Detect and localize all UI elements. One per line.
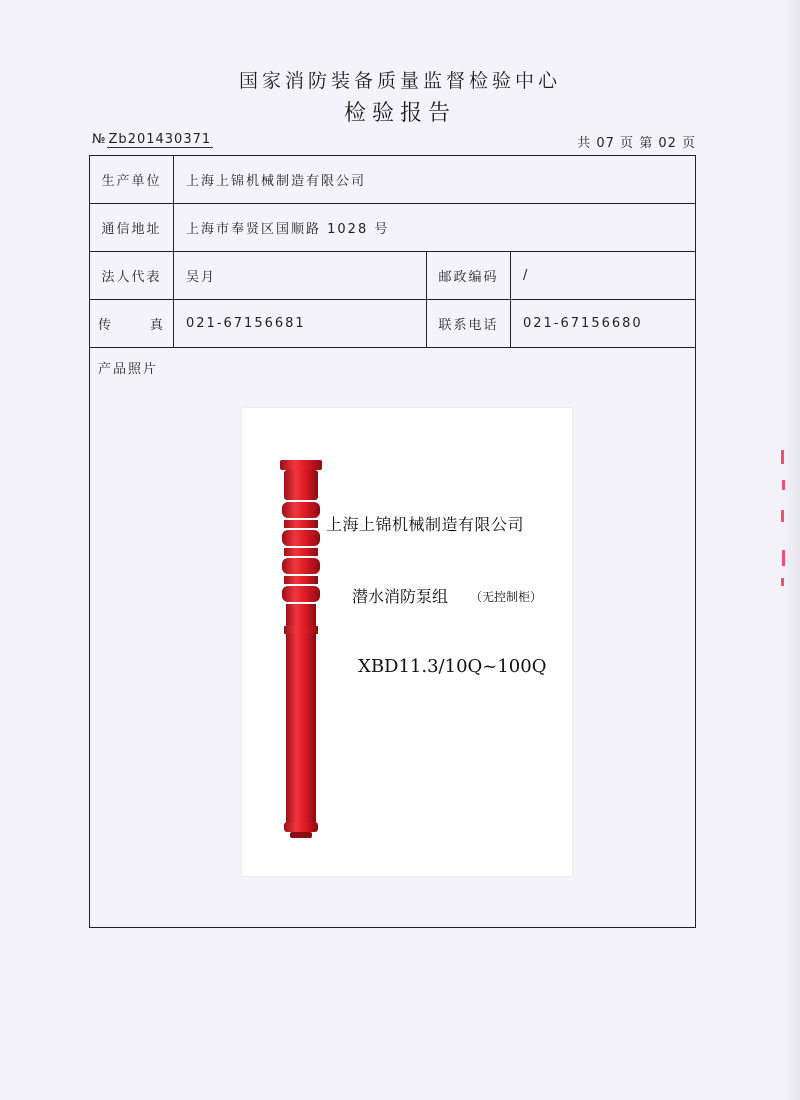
row-legal-rep — [90, 252, 695, 300]
phone-value: 021-67156680 — [510, 300, 695, 347]
manufacturer-value: 上海上锦机械制造有限公司 — [173, 156, 695, 203]
manufacturer-label: 生产单位 — [101, 174, 162, 189]
photo-product-note: （无控制柜） — [470, 590, 543, 604]
page-count: 共 07 页 第 02 页 — [577, 136, 696, 151]
address-value: 上海市奉贤区国顺路 1028 号 — [173, 204, 695, 251]
product-photo — [242, 408, 572, 876]
photo-company-name: 上海上锦机械制造有限公司 — [326, 515, 525, 534]
address-label: 通信地址 — [101, 222, 162, 237]
row-address — [90, 204, 695, 252]
phone-label: 联系电话 — [426, 300, 510, 347]
report-title: 检验报告 — [343, 101, 456, 126]
organization-name: 国家消防装备质量监督检验中心 — [238, 70, 561, 92]
photo-product-name: 潜水消防泵组 — [352, 587, 449, 606]
fax-value: 021-67156681 — [173, 300, 426, 347]
report-form — [89, 155, 696, 928]
row-fax-phone — [90, 300, 695, 348]
legal-rep-label: 法人代表 — [101, 270, 162, 285]
photo-label: 产品照片 — [98, 362, 159, 377]
row-manufacturer — [90, 156, 695, 204]
postcode-value: / — [510, 252, 695, 299]
seal-edge-marks — [780, 450, 786, 590]
report-number-value: Zb201430371 — [108, 132, 212, 147]
legal-rep-value: 吴月 — [173, 252, 426, 299]
report-number-prefix: № — [92, 132, 107, 147]
photo-model-number: XBD11.3/10Q~100Q — [358, 656, 547, 677]
report-number — [92, 132, 213, 147]
postcode-label: 邮政编码 — [426, 252, 510, 299]
fax-label: 传 真 — [98, 318, 165, 333]
